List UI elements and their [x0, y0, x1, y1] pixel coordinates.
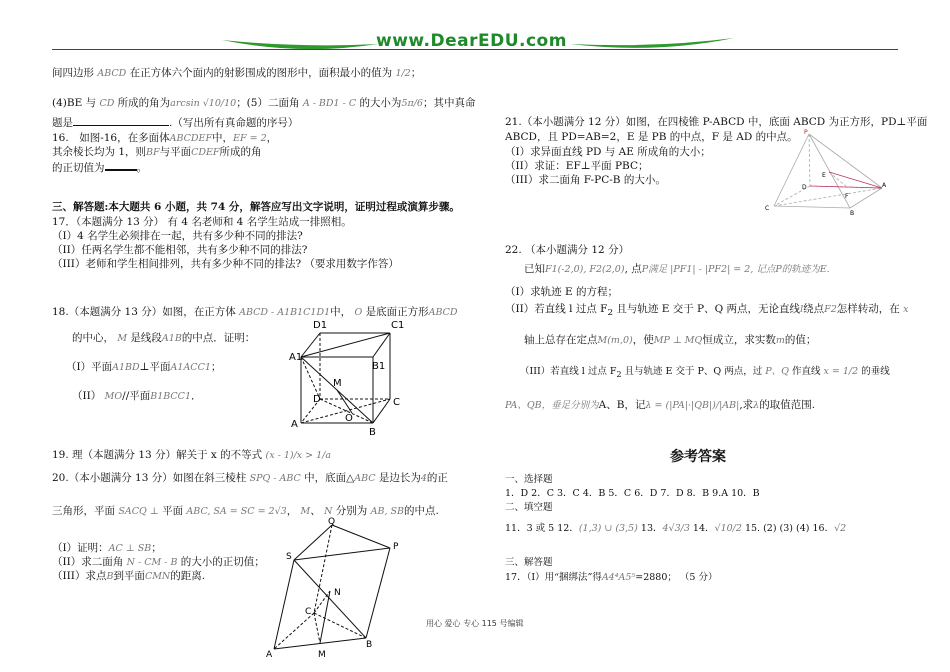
- text-line: ABCD，且 PD=AB=2，E 是 PB 的中点，F 是 AD 的中点。: [505, 131, 798, 143]
- text-line: （III）求二面角 F-PC-B 的大小。: [505, 174, 666, 186]
- text-line: （II）求证：EF⊥平面 PBC；: [505, 160, 649, 172]
- section-heading: 三、解答题:本大题共 6 小题，共 74 分，解答应写出文字说明，证明过程或演算步骤。: [52, 201, 460, 213]
- answer-title: 参考答案: [670, 449, 726, 465]
- label-Q: Q: [328, 517, 336, 527]
- label-M: M: [318, 650, 326, 660]
- cube-figure: [285, 315, 415, 440]
- label-A: A: [291, 419, 298, 430]
- label-B: B: [850, 210, 855, 216]
- answer-line: 1．D 2．C 3．C 4．B 5．C 6．D 7．D 8．B 9.A 10．B: [505, 488, 760, 499]
- text-line: 轴上总存在定点M(m,0)，使MP ⊥ MQ恒成立，求实数m的值；: [524, 334, 817, 346]
- label-B: B: [366, 640, 373, 650]
- label-O: O: [345, 413, 353, 424]
- label-D: D: [802, 184, 807, 191]
- question-17: 17．（本题满分 13 分） 有 4 名老师和 4 名学生站成一排照相。: [52, 216, 352, 228]
- label-C1: C1: [391, 320, 405, 331]
- text-line: （II） MO//平面B1BCC1．: [72, 390, 202, 402]
- text-line: （II）若直线 l 过点 $F_2$ 且与轨迹 E 交于 P、Q 两点，无论直线l绕点F2怎样转动，在 x: [505, 303, 909, 319]
- text-line: （III）若直线 l 过点 $F_2$ 且与轨迹 E 交于 P、Q 两点，过 P、Q 作直线 x = 1/2 的垂线: [520, 366, 890, 379]
- question-18: 18.（本题满分 13 分）如图，在正方体 ABCD - A1B1C1D1中， O 是底面正方形ABCD: [52, 306, 458, 318]
- label-C: C: [393, 397, 400, 408]
- label-N: N: [334, 588, 341, 598]
- text-line: 三角形，平面 SACQ ⊥ 平面 ABC, SA = SC = 2√3， M、 N 分别为 AB, SB的中点.: [52, 505, 439, 517]
- text-line: （I）求异面直线 PD 与 AE 所成角的大小；: [505, 146, 711, 158]
- label-E: E: [822, 172, 826, 179]
- label-M: M: [333, 378, 342, 389]
- right-swoosh-decoration: [568, 34, 736, 54]
- label-A: A: [266, 650, 273, 660]
- text-line: （II）求二面角 N - CM - B 的大小的正切值；: [52, 556, 265, 568]
- label-C: C: [305, 607, 312, 617]
- text-line: （II）任两名学生都不能相邻，共有多少种不同的排法?: [52, 244, 308, 256]
- label-F: F: [845, 193, 849, 200]
- question-19: 19. 理（本题满分 13 分）解关于 x 的不等式 (x - 1)/x > 1/a: [52, 449, 332, 461]
- label-B: B: [369, 427, 376, 438]
- pyramid-figure: [762, 128, 896, 216]
- label-A: A: [882, 182, 887, 189]
- label-B1: B1: [372, 361, 386, 372]
- text-line: （I）平面A1BD⊥平面A1ACC1；: [66, 361, 222, 373]
- text-line: （I）证明：AC ⊥ SB；: [52, 542, 162, 554]
- answer-line: 11．3 或 5 12．(1,3) ∪ (3,5) 13．4√3/3 14．√10/2 15. (2) (3) (4) 16．√2: [505, 523, 847, 534]
- text-line: PA、QB，垂足分别为A、B，记λ = (|PA|·|QB|)/|AB|,求λ的取值范围.: [505, 399, 816, 411]
- label-C: C: [765, 205, 770, 212]
- text-line: （III）求点B到平面CMN的距离.: [52, 570, 206, 582]
- page-footer: 用心 爱心 专心 115 号编辑: [426, 619, 524, 628]
- label-D1: D1: [313, 320, 328, 331]
- text-line: 题是 .（写出所有真命题的序号）: [52, 117, 299, 129]
- label-A1: A1: [289, 352, 303, 363]
- header-rule: [52, 49, 898, 50]
- text-line: （III）老师和学生相间排列，共有多少种不同的排法? （要求用数字作答）: [52, 258, 399, 270]
- text-line: （I）求轨迹 E 的方程；: [505, 286, 618, 298]
- text-line: 二、填空题: [505, 502, 553, 513]
- answer-line: 17．（I）用“捆绑法”得A4⁴A5⁵=2880； （5 分）: [505, 572, 718, 583]
- site-logo: www.DearEDU.com: [376, 31, 567, 51]
- text-line: （I）4 名学生必须排在一起，共有多少种不同的排法?: [52, 230, 303, 242]
- label-P: P: [393, 542, 399, 552]
- text-line: (4)BE 与 CD 所成的角为arcsin √10/10；(5）二面角 A - BD1 - C 的大小为5π/6；其中真命: [52, 97, 476, 109]
- question-16: 16. 如图-16，在多面体ABCDEF中，EF = 2，: [52, 132, 278, 144]
- left-swoosh-decoration: [220, 34, 380, 54]
- label-S: S: [286, 552, 292, 562]
- question-21: 21.（本小题满分 12 分）如图，在四棱锥 P-ABCD 中，底面 ABCD 为正方形，PD⊥平面: [505, 116, 928, 128]
- text-line: 三、解答题: [505, 557, 553, 568]
- text-line: 间四边形 ABCD 在正方体六个面内的射影围成的图形中，面积最小的值为 1/2；: [52, 67, 422, 79]
- prism-figure: [258, 515, 418, 663]
- answer-blank: [73, 115, 169, 126]
- text-line: 的正切值为 。: [52, 159, 147, 175]
- text-line: 一、选择题: [505, 474, 553, 485]
- text-line: 其余棱长均为 1，则BF与平面CDEF所成的角: [52, 146, 262, 158]
- text-line: 的中心， M 是线段A1B的中点．证明：: [72, 332, 256, 344]
- answer-blank: [105, 159, 137, 171]
- label-P: P: [804, 129, 808, 136]
- label-D: D: [313, 394, 321, 405]
- question-22: 22. （本小题满分 12 分）: [505, 244, 630, 256]
- text-line: 已知F1(-2,0), F2(2,0), 点P满足 |PF1| - |PF2| = 2, 记点P的轨迹为E.: [524, 263, 830, 275]
- question-20: 20.（本小题满分 13 分）如图在斜三棱柱 SPQ - ABC 中，底面△ABC 是边长为4的正: [52, 472, 448, 484]
